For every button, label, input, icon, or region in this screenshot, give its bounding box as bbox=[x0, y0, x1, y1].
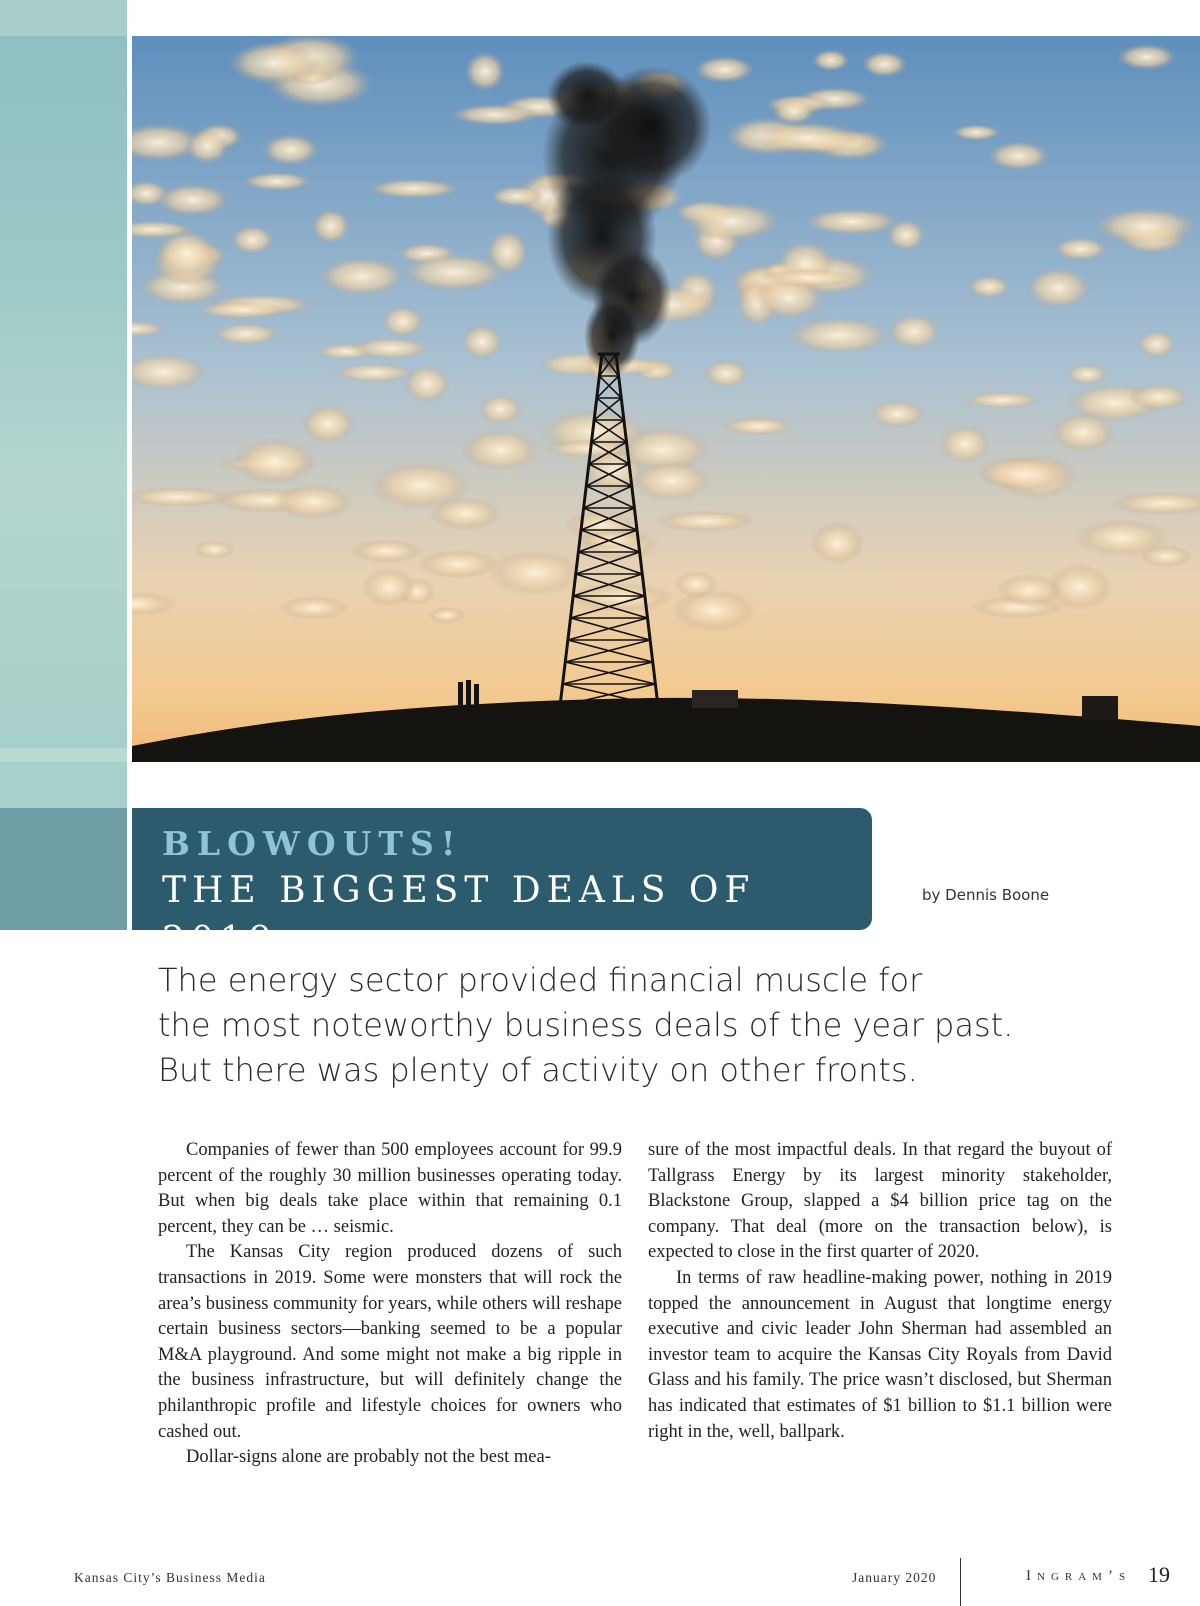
cloud-puff bbox=[888, 314, 941, 350]
cloud-puff bbox=[755, 122, 860, 155]
cloud-puff bbox=[812, 49, 849, 71]
cloud-puff bbox=[279, 596, 349, 619]
side-strip-gap bbox=[0, 762, 127, 808]
cloud-puff bbox=[862, 51, 908, 77]
cloud-puff bbox=[694, 56, 755, 83]
cloud-puff bbox=[302, 404, 356, 444]
body-paragraph: Dollar-signs alone are probably not the best mea- bbox=[186, 1447, 551, 1468]
cloud-puff bbox=[430, 497, 501, 530]
cloud-puff bbox=[683, 201, 781, 241]
cloud-puff bbox=[704, 359, 749, 387]
cloud-puff bbox=[1139, 546, 1192, 568]
body-column-left bbox=[158, 1138, 622, 1471]
cloud-puff bbox=[952, 125, 1001, 141]
side-strip-photo bbox=[0, 36, 127, 762]
cloud-puff bbox=[722, 417, 795, 436]
cloud-puff bbox=[787, 317, 892, 355]
cloud-puff bbox=[274, 484, 354, 519]
cloud-puff bbox=[804, 208, 901, 235]
cloud-puff bbox=[980, 457, 1068, 492]
cloud-puff bbox=[351, 539, 423, 563]
deck-line: The energy sector provided financial muscle for bbox=[158, 961, 923, 999]
cloud-puff bbox=[368, 179, 460, 199]
cloud-puff bbox=[1053, 237, 1108, 261]
cloud-puff bbox=[490, 186, 544, 207]
oil-derrick-photo-icon bbox=[132, 36, 1200, 762]
article-headline: THE BIGGEST DEALS OF 2019 bbox=[162, 870, 756, 961]
hero-photo bbox=[132, 36, 1200, 762]
cloud-puff bbox=[381, 306, 424, 338]
cloud-puff bbox=[242, 172, 312, 191]
cloud-puff bbox=[811, 522, 864, 565]
cloud-puff bbox=[428, 607, 465, 624]
cloud-puff bbox=[1052, 413, 1115, 453]
cloud-puff bbox=[996, 574, 1063, 606]
cloud-puff bbox=[186, 129, 229, 164]
cloud-puff bbox=[939, 425, 990, 464]
cloud-puff bbox=[462, 429, 540, 471]
page-number: 19 bbox=[1148, 1562, 1170, 1587]
cloud-puff bbox=[318, 257, 406, 297]
cloud-puff bbox=[675, 571, 718, 598]
cloud-puff bbox=[963, 391, 1040, 409]
article-deck bbox=[158, 958, 1058, 1093]
cloud-puff bbox=[968, 275, 1011, 298]
side-strip-band bbox=[0, 748, 127, 762]
cloud-puff bbox=[402, 253, 507, 291]
cloud-puff bbox=[759, 269, 859, 288]
cloud-puff bbox=[228, 41, 321, 85]
cloud-puff bbox=[489, 550, 582, 596]
cloud-puff bbox=[1066, 364, 1108, 385]
cloud-puff bbox=[1128, 384, 1189, 411]
cloud-puff bbox=[465, 52, 506, 92]
cloud-puff bbox=[988, 141, 1050, 170]
cloud-puff bbox=[235, 438, 316, 485]
cloud-puff bbox=[312, 209, 350, 244]
cloud-puff bbox=[479, 394, 522, 424]
deck-line: But there was plenty of activity on other fronts. bbox=[158, 1051, 918, 1089]
cloud-puff bbox=[656, 511, 756, 532]
cloud-puff bbox=[570, 583, 673, 612]
footer-magazine: Ingram’s bbox=[1026, 1568, 1132, 1584]
cloud-puff bbox=[1137, 330, 1176, 358]
cloud-puff bbox=[417, 550, 499, 579]
article-kicker: BLOWOUTS! bbox=[162, 824, 463, 863]
deck-line: the most noteworthy business deals of the year past. bbox=[158, 1006, 1014, 1044]
byline: by Dennis Boone bbox=[922, 886, 1050, 904]
side-strip-top bbox=[0, 0, 127, 36]
cloud-puff bbox=[1026, 267, 1091, 308]
cloud-puff bbox=[156, 183, 230, 216]
body-column-right bbox=[648, 1138, 1112, 1445]
cloud-puff bbox=[461, 324, 503, 359]
cloud-puff bbox=[631, 461, 711, 502]
cloud-puff bbox=[213, 322, 281, 345]
cloud-puff bbox=[1094, 207, 1197, 244]
footer-publisher: Kansas City’s Business Media bbox=[74, 1570, 266, 1585]
body-paragraph: The Kansas City region produced dozens of such transactions in 2019. Some were monsters that will rock the area’s business community for years, while others will reshape certain business sectors—banking seemed to be a popular M&A playground. And some might not make a big ripple in the business infrastructure, but will definitely change the philanthropic profile and lifestyle choices for owners who cashed out. bbox=[158, 1242, 622, 1442]
cloud-puff bbox=[451, 104, 539, 126]
cloud-puff bbox=[333, 363, 415, 383]
footer-divider bbox=[960, 1558, 961, 1606]
body-paragraph: sure of the most impactful deals. In that regard the buyout of Tallgrass Energy by its largest minority stakeholder, Blackstone Group, slapped a $4 billion price tag on the company. That deal (more on the transaction below), is expected to close in the first quarter of 2020. bbox=[648, 1140, 1112, 1263]
cloud-puff bbox=[231, 225, 275, 254]
footer-date: January 2020 bbox=[852, 1570, 937, 1585]
cloud-puff bbox=[193, 540, 235, 558]
cloud-puff bbox=[1117, 44, 1177, 70]
cloud-puff bbox=[352, 337, 431, 360]
cloud-puff bbox=[362, 568, 416, 607]
body-paragraph: Companies of fewer than 500 employees account for 99.9 percent of the roughly 30 million businesses operating today. But when big deals take place within that remaining 0.1 percent, they can be … seismic. bbox=[158, 1140, 622, 1237]
cloud-puff bbox=[870, 400, 926, 428]
body-paragraph: In terms of raw headline-making power, nothing in 2019 topped the announcement in August that longtime energy executive and civic leader John Sherman had assembled an investor team to acquire the Kansas City Royals from David Glass and his family. The price wasn’t disclosed, but Sherman has indicated that estimates of $1 billion to $1.1 billion were right in the, well, ballpark. bbox=[648, 1267, 1112, 1442]
cloud-puff bbox=[196, 301, 290, 319]
side-strip-title bbox=[0, 808, 127, 930]
cloud-puff bbox=[262, 134, 319, 166]
title-banner bbox=[132, 808, 872, 961]
